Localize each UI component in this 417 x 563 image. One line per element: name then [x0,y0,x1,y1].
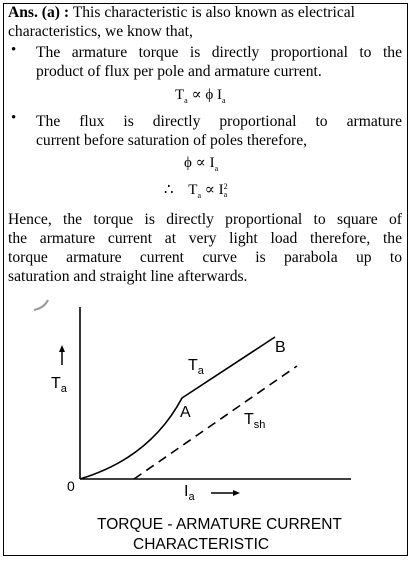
curve-tsh-label: $T_{sh}$ [244,411,266,432]
x-label-arrowhead-icon [233,490,240,496]
y-label-arrowhead-icon [59,345,65,352]
equation-torque-current-squared: ∴ $T_a \propto I$ 2 a [164,181,228,200]
answer-label: Ans. (a) : [8,4,70,21]
intro-line-1: Ans. (a) : This characteristic is also known as electrical [8,4,356,21]
conclusion-line-2: the armature current at very light load therefore, the [8,230,402,247]
bullet-marker: • [11,110,17,126]
point-a-label: A [180,404,191,421]
figure-caption-line-2: CHARACTERISTIC [133,536,270,553]
bullet2-line-2: current before saturation of poles therefore, [36,132,308,149]
bullet2-line-1: The flux is directly proportional to armature [36,113,402,130]
conclusion-line-3: torque armature current curve is parabola up to [8,249,402,266]
equation-torque-flux-current: $T_a \propto \phi$ $I_a$ [175,87,226,105]
bullet-marker: • [11,42,17,58]
origin-label: 0 [67,478,75,494]
conclusion-line-1: Hence, the torque is directly proportional to square of [8,211,402,228]
bullet1-line-1: The armature torque is directly proportional to the [36,44,402,61]
conclusion-line-4: saturation and straight line afterwards. [8,268,248,285]
equation-flux-current: $\phi \propto I_a$ [184,155,219,173]
curve-ta-label: $T_a$ [188,357,204,378]
intro-line-2: characteristics, we know that, [8,23,193,40]
figure-caption-line-1: TORQUE - ARMATURE CURRENT [97,516,342,533]
armature-torque-curve [80,337,275,479]
scan-mark [34,300,48,310]
bullet1-line-2: product of flux per pole and armature current. [36,63,322,80]
y-axis-label: $T_a$ [51,375,67,396]
shaft-torque-line [134,366,297,479]
x-axis-label: $I_a$ [184,483,195,504]
point-b-label: B [275,339,286,356]
